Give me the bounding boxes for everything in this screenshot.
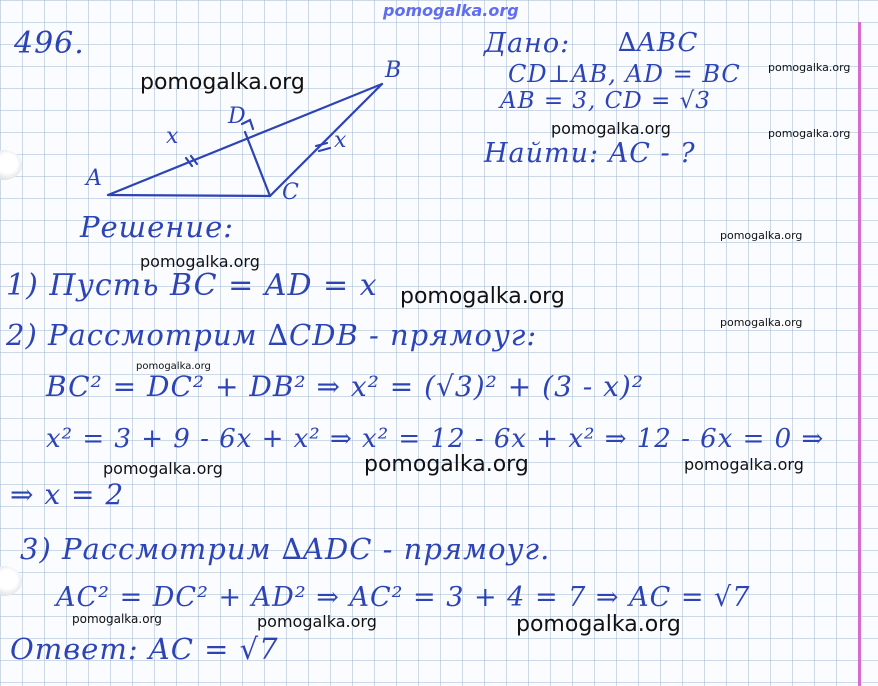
watermark: pomogalka.org: [516, 612, 681, 637]
watermark: pomogalka.org: [768, 127, 851, 140]
watermark: pomogalka.org: [72, 612, 162, 626]
vertex-label-b: B: [385, 58, 403, 83]
watermark: pomogalka.org: [140, 252, 260, 271]
given-triangle: ∆ABC: [618, 28, 699, 58]
problem-number: 496.: [14, 26, 85, 61]
solution-step-2-eq-2: x² = 3 + 9 - 6x + x² ⇒ x² = 12 - 6x + x² ⇒ 12 - 6x = 0 ⇒: [46, 424, 825, 454]
given-line-2: AB = 3, CD = √3: [500, 88, 711, 114]
side-ac: [108, 195, 270, 196]
find-text: Найти: AC - ?: [484, 138, 696, 169]
watermark: pomogalka.org: [551, 119, 671, 138]
segment-label-x-ad: x: [166, 124, 180, 149]
altitude-cd: [245, 132, 270, 196]
vertex-label-c: C: [282, 180, 300, 205]
watermark: pomogalka.org: [140, 70, 305, 95]
watermark: pomogalka.org: [768, 61, 851, 74]
watermark: pomogalka.org: [257, 612, 377, 631]
solution-step-2-eq-1: BC² = DC² + DB² ⇒ x² = (√3)² + (3 - x)²: [46, 370, 645, 403]
watermark: pomogalka.org: [720, 316, 803, 329]
watermark: pomogalka.org: [103, 459, 223, 478]
watermark: pomogalka.org: [364, 452, 529, 477]
solution-step-2-eq-3: ⇒ x = 2: [10, 478, 125, 511]
solution-step-1: 1) Пусть BC = AD = x: [6, 268, 378, 303]
watermark: pomogalka.org: [136, 361, 211, 372]
given-line-1: CD⊥AB, AD = BC: [508, 60, 741, 88]
solution-step-3-title: 3) Рассмотрим ∆ADC - прямоуг.: [20, 532, 551, 566]
vertex-label-d: D: [228, 104, 247, 129]
watermark-top: pomogalka.org: [383, 1, 519, 20]
solution-step-3-eq: AC² = DC² + AD² ⇒ AC² = 3 + 4 = 7 ⇒ AC = √7: [56, 582, 751, 613]
solution-heading: Решение:: [80, 210, 235, 244]
tick-bc-1: [316, 143, 327, 146]
watermark: pomogalka.org: [720, 229, 803, 242]
given-heading: Дано:: [484, 28, 571, 59]
vertex-label-a: A: [86, 166, 103, 191]
watermark: pomogalka.org: [400, 284, 565, 309]
answer-text: Ответ: AC = √7: [10, 632, 279, 666]
segment-label-x-bc: x: [334, 128, 348, 153]
watermark: pomogalka.org: [684, 455, 804, 474]
tick-bc-2: [319, 148, 330, 151]
solution-step-2-title: 2) Рассмотрим ∆CDB - прямоуг:: [6, 318, 538, 352]
